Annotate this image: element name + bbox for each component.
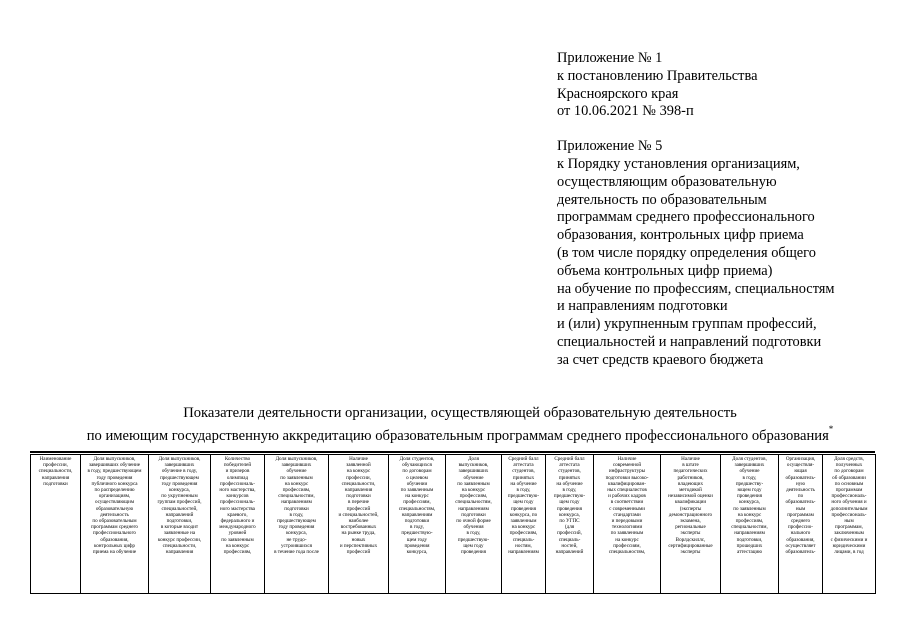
header-text-line: в штате (682, 462, 699, 469)
header-text-line: принятых (558, 474, 581, 481)
appendix-block (557, 50, 887, 370)
header-text-line: с современными (609, 505, 645, 512)
header-text-line: Количество (224, 456, 251, 462)
header-text-line: ностям, (515, 542, 532, 549)
table-header-cell (823, 455, 876, 594)
header-text-line: на конкурс (405, 493, 429, 500)
header-text-line: на конкурс (511, 524, 536, 531)
header-text-line: по договорам (402, 468, 432, 475)
header-text-line: в году, предшествующем (87, 468, 142, 475)
header-text-line: конкурса, (739, 499, 760, 506)
header-text-line: профессий (346, 505, 371, 512)
header-text-line: направлениям (281, 499, 312, 506)
header-text-line: обучении (406, 480, 428, 487)
header-text-line: завершивших обучение (88, 462, 140, 469)
header-text-line: щем году (513, 499, 534, 506)
header-text-line: федерального и (220, 518, 255, 525)
table-header-cell (81, 455, 149, 594)
header-text-line: профессии, (346, 474, 371, 481)
header-text-line: аттестацию (736, 549, 763, 556)
header-text-line: конкурс профессии, (157, 536, 202, 543)
header-text-line: специальностям, (731, 524, 768, 531)
appendix-line: специальностей и направлений подготовки (557, 333, 822, 350)
header-text-line: инфраструктуры (608, 468, 646, 475)
header-text-line: полученных (835, 462, 863, 469)
header-text-line: современной (612, 462, 642, 469)
header-text-line: на обучение (556, 480, 583, 487)
header-text-line: Наличие (681, 456, 700, 462)
header-text-line: профессиям, (735, 518, 764, 525)
header-text-line: наиболее (348, 518, 369, 525)
appendix-line: программам среднего профессионального (557, 209, 815, 226)
header-text-line: конкурса, (169, 487, 190, 494)
header-text-line: проведения (556, 505, 583, 512)
header-text-line: образования, (786, 536, 815, 543)
header-text-line: подготовки высоко- (605, 474, 649, 481)
appendix-line: и (или) укрупненным группам профессий, (557, 316, 817, 333)
table-header-cell (265, 455, 329, 594)
appendix-line: и направлениям подготовки (557, 298, 728, 315)
header-text-line: по заявленным (610, 530, 644, 537)
header-text-line: по договорам (834, 468, 864, 475)
header-text-line: обучение (286, 468, 307, 475)
header-text-line: прошедших (736, 542, 763, 549)
header-text-line: Доля студентов, (399, 456, 435, 462)
header-text-line: подготовки (346, 493, 371, 500)
header-text-line: владеющих (678, 480, 703, 487)
header-text-line: ным (795, 505, 806, 512)
header-text-line: студентов, (558, 468, 581, 475)
header-text-line: осуществляет (785, 542, 816, 549)
header-text-line: обучение (739, 468, 760, 475)
header-text-line: обучение (463, 474, 484, 481)
header-text-line: направлений (555, 549, 584, 556)
header-text-line: обучающихся (402, 462, 432, 469)
header-text-line: образовательную (95, 505, 134, 512)
header-text-line: Организация, (785, 456, 816, 462)
header-text-line: специальностям, (398, 505, 436, 512)
header-text-line: олимпиад (226, 474, 249, 481)
header-text-line: по очной форме (456, 518, 491, 525)
header-text-line: и передовыми (611, 518, 643, 525)
header-text-line: организациям, (98, 493, 131, 500)
header-text-line: завершивших (164, 462, 195, 469)
appendix-line: осуществляющим образовательную (557, 173, 777, 190)
header-text-line: заявленным (510, 518, 537, 525)
header-text-line: (для (564, 524, 575, 531)
table-header-cell (502, 455, 546, 594)
header-text-line: на конкурс (461, 487, 486, 494)
header-text-line: завершивших (281, 462, 312, 469)
header-text-line: эксперты (680, 530, 701, 537)
header-text-line: в году, (742, 474, 757, 481)
header-text-line: направлениям (508, 549, 539, 556)
header-text-line: сертифицированные (668, 542, 713, 549)
header-text-line: ного мастерства, (219, 487, 256, 494)
header-text-line: направлениям (734, 530, 765, 537)
header-text-line: Доля студентов, (732, 456, 767, 462)
header-text-line: в перечне (348, 499, 369, 506)
header-text-line: проведения (404, 542, 430, 549)
header-text-line: ющем году (737, 487, 762, 494)
header-text-line: по распределению (94, 487, 135, 494)
header-text-line: деятельность (100, 511, 129, 518)
header-text-line: (эксперты (679, 505, 702, 512)
header-text-line: Средний балл (508, 456, 539, 462)
appendix-5 (557, 138, 887, 369)
header-text-line: специальностям, (608, 549, 646, 556)
header-text-line: Средний балл (554, 456, 585, 462)
header-text-line: работников, (677, 474, 704, 481)
header-text-line: профессиям, (459, 493, 488, 500)
header-text-line: на конкурс (346, 468, 371, 475)
header-text-line: предшеству- (735, 480, 764, 487)
header-text-line: программам среднего (91, 524, 138, 531)
header-text-line: в году, (466, 530, 481, 537)
header-text-line: и рабочих кадров (608, 493, 646, 500)
header-text-line: по заявленным (221, 536, 254, 543)
header-text-line: контрольных цифр (94, 542, 135, 549)
header-text-line: предшествующем (277, 518, 316, 525)
header-text-line: конкурсов (226, 493, 249, 500)
header-text-line: в течение года после (274, 549, 319, 556)
header-text-line: профессио- (788, 524, 813, 531)
header-text-line: на рынке труда, (341, 530, 376, 537)
header-text-line: конкурса, (286, 530, 307, 537)
header-text-line: году проведения (161, 480, 198, 487)
header-text-line: стандартами (613, 511, 641, 518)
header-text-line: принятых (512, 474, 535, 481)
header-text-line: эксперты (680, 549, 701, 556)
header-text-line: в которые входит (160, 524, 199, 531)
header-text-line: подготовки, (736, 536, 763, 543)
header-text-line: профессий (346, 549, 371, 556)
header-text-line: ного обучения и (831, 499, 867, 506)
header-text-line: уровней (228, 530, 247, 537)
header-text-line: программам (787, 511, 814, 518)
header-text-line: ным (844, 518, 854, 525)
header-text-line: предшествую- (553, 493, 586, 500)
header-text-line: заявленной (346, 462, 371, 469)
table-header-cell (211, 455, 265, 594)
header-text-line: деятельность (786, 487, 815, 494)
header-text-line: направления (165, 549, 194, 556)
header-text-line: Доля выпускников, (158, 456, 201, 462)
table-header-cell (721, 455, 779, 594)
header-text-line: программам, (835, 524, 863, 531)
header-text-line: и призеров (225, 468, 250, 475)
header-text-line: году проведения (278, 524, 315, 531)
header-text-line: по образовательным (92, 518, 137, 525)
header-text-line: международного (219, 524, 256, 531)
header-text-line: образования, (100, 536, 129, 543)
header-text-line: по заявленным (457, 480, 490, 487)
header-text-line: на конкурс (284, 480, 309, 487)
header-text-line: профессиональ- (831, 493, 867, 500)
header-text-line: нального (790, 530, 811, 537)
header-text-line: предшествующем (160, 474, 199, 481)
header-text-line: завершивших (734, 462, 765, 469)
header-text-line: образователь- (785, 474, 816, 481)
header-text-line: подготовки (43, 480, 68, 487)
header-text-line: направлениям (401, 511, 433, 518)
header-text-line: обучения (463, 524, 484, 531)
header-text-line: по заявленным (280, 474, 313, 481)
header-text-line: подготовки (284, 505, 309, 512)
title-line-1: Показатели деятельности организации, осуществляющей образовательную деятельность (183, 405, 737, 421)
appendix-line: Приложение № 1 (557, 50, 663, 66)
header-text-line: Доля средств, (834, 456, 864, 462)
appendix-line: Приложение № 5 (557, 138, 663, 155)
table-header-cell (329, 455, 389, 594)
header-text-line: на конкурс (615, 536, 639, 543)
header-text-line: и перспективных (339, 542, 378, 549)
header-text-line: профессиям, (403, 499, 431, 506)
header-text-line: заключенным (834, 530, 864, 537)
header-text-line: образователь- (785, 549, 816, 556)
header-text-line: на обучение (510, 480, 537, 487)
header-text-line: дополнительным (830, 505, 868, 512)
header-text-line: устроившихся (281, 542, 312, 549)
header-text-line: направления (344, 487, 373, 494)
header-text-line: технологиями (611, 524, 643, 531)
header-text-line: квалифицирован- (608, 480, 646, 487)
header-text-line: ного мастерства (220, 505, 255, 512)
header-text-line: подготовки (404, 518, 430, 525)
header-text-line: Наименование (39, 456, 72, 462)
header-text-line: в году, (562, 487, 577, 494)
header-text-line: Доля выпускников, (93, 456, 136, 462)
document-title (40, 404, 880, 445)
appendix-line: объема контрольных цифр приема) (557, 262, 773, 279)
header-text-line: среднего (790, 518, 811, 525)
header-text-line: профессионального (93, 530, 136, 537)
header-text-line: профессиям, (613, 542, 641, 549)
header-text-line: в году, (410, 524, 424, 531)
header-text-line: Наличие (349, 456, 368, 462)
header-text-line: подготовки (461, 511, 486, 518)
header-text-line: профессиям, (282, 487, 311, 494)
header-text-line: ющая (794, 468, 807, 475)
header-text-line: проведения (510, 505, 537, 512)
header-text-line: в году, (516, 487, 531, 494)
header-text-line: региональные (675, 524, 706, 531)
header-text-line: Наличие (617, 456, 637, 462)
table-header-cell (661, 455, 721, 594)
header-text-line: специальности, (162, 542, 197, 549)
header-text-line: проведения (736, 493, 763, 500)
header-text-line: о целевом (406, 474, 428, 481)
header-text-line: по заявленным (733, 505, 766, 512)
appendix-line: к Порядку установления организациям, (557, 155, 800, 172)
table-header-cell (149, 455, 211, 594)
header-text-line: в году, (289, 511, 304, 518)
header-text-line: щем году (406, 536, 428, 543)
header-text-line: щем году (559, 499, 580, 506)
header-text-line: щем году (463, 542, 484, 549)
header-text-line: квалификации (674, 499, 707, 506)
header-text-line: профессиональ- (220, 480, 255, 487)
header-text-line: направления (41, 474, 70, 481)
header-text-line: предшествую- (401, 530, 433, 537)
header-text-line: специальностям, (278, 493, 315, 500)
header-text-line: аттестата (513, 462, 534, 469)
header-text-line: завершивших (458, 468, 489, 475)
header-text-line: Доля выпускников, (275, 456, 318, 462)
header-text-line: проведения (460, 549, 487, 556)
header-text-line: по (797, 493, 804, 500)
appendix-line: за счет средств краевого бюджета (557, 351, 764, 368)
header-text-line: подготовки, (166, 518, 193, 525)
table-header-cell (389, 455, 446, 594)
header-text-line: предшествую- (457, 536, 490, 543)
header-text-line: специальности, (38, 468, 73, 475)
table-top-rule (30, 451, 875, 453)
header-text-line: осуществляющим (94, 499, 135, 506)
header-text-line: образователь- (785, 499, 816, 506)
header-text-line: профессиям, (509, 530, 538, 537)
table-header-cell (779, 455, 823, 594)
appendix-line: от 10.06.2021 № 398-п (557, 103, 694, 120)
header-text-line: и специальностей, (338, 511, 379, 518)
header-text-line: лицами, в год (834, 549, 864, 556)
table-header-cell (546, 455, 594, 594)
title-line-2: по имеющим государственную аккредитацию образовательным программам среднего профессионального образования* (86, 424, 834, 444)
header-text-line: приема на обучение (92, 549, 137, 556)
header-text-line: специаль- (512, 536, 535, 543)
header-text-line: направлений (165, 511, 194, 518)
header-text-line: Доля (468, 456, 479, 462)
header-text-line: профессии, (43, 462, 68, 469)
header-text-line: году проведения (96, 474, 133, 481)
header-text-line: профессий, (557, 530, 582, 537)
header-text-line: конкурса, по (509, 511, 538, 518)
header-text-line: с физическими и (830, 536, 868, 543)
header-text-line: программам (835, 487, 863, 494)
appendix-1 (557, 50, 887, 121)
table-header-cell (31, 455, 81, 594)
header-text-line: направлениям (458, 505, 489, 512)
table-header-cell (594, 455, 661, 594)
header-text-line: не трудо- (286, 536, 307, 543)
header-text-line: об образовании (832, 474, 866, 481)
header-text-line: по укрупненным (161, 493, 198, 500)
header-text-line: независимой оценки (668, 493, 713, 500)
indicators-table (30, 454, 876, 594)
header-text-line: студентов, (512, 468, 535, 475)
header-text-line: группам профессий, (157, 499, 202, 506)
header-text-line: педагогических (673, 468, 708, 475)
header-text-line: в соответствии (610, 499, 644, 506)
footnote-mark: * (828, 424, 834, 434)
header-text-line: ную (795, 480, 806, 487)
header-text-line: Ворлдскиллс, (675, 536, 706, 543)
appendix-line: деятельность по образовательным (557, 191, 767, 208)
header-text-line: новых (351, 536, 366, 543)
appendix-line: к постановлению Правительства (557, 67, 758, 84)
header-text-line: юридическими (832, 542, 866, 549)
header-text-line: краевого, (227, 511, 248, 518)
appendix-line: образования, контрольных цифр приема (557, 227, 804, 244)
table-header-cell (446, 455, 502, 594)
header-text-line: обучение в году, (161, 468, 198, 475)
header-text-line: предшествую- (507, 493, 540, 500)
header-text-line: по заявленным (400, 487, 434, 494)
header-text-line: экзамена, (680, 518, 701, 525)
header-text-line: востребованных (340, 524, 377, 531)
header-text-line: выпускников, (458, 462, 489, 469)
header-text-line: профессиональ- (831, 511, 867, 518)
header-text-line: победителей (223, 462, 252, 469)
header-text-line: профессиям, (223, 549, 252, 556)
header-text-line: по основным (834, 480, 864, 487)
header-text-line: осуществля- (786, 462, 815, 469)
appendix-line: (в том числе порядку определения общего (557, 244, 816, 261)
header-text-line: демонстрационного (668, 511, 713, 518)
table-header-row (31, 455, 876, 594)
header-text-line: по УГПС (559, 518, 580, 525)
header-text-line: методикой (679, 487, 702, 494)
header-text-line: специальности, (341, 480, 376, 487)
header-text-line: ных специалистов (607, 487, 647, 494)
header-text-line: ностей, (561, 542, 578, 549)
header-text-line: аттестата (559, 462, 580, 469)
header-text-line: специаль- (558, 536, 581, 543)
header-text-line: публичного конкурса (91, 480, 138, 487)
header-text-line: на конкурс (225, 542, 250, 549)
header-text-line: специальностей, (161, 505, 198, 512)
header-text-line: на конкурс (737, 511, 762, 518)
header-text-line: конкурса, (406, 549, 428, 556)
header-text-line: профессиональ- (220, 499, 255, 506)
header-text-line: конкурса, (559, 511, 580, 518)
appendix-line: Красноярского края (557, 85, 679, 102)
appendix-line: на обучение по профессиям, специальностям (557, 280, 835, 297)
header-text-line: специальностям, (455, 499, 492, 506)
header-text-line: заявленные на (163, 530, 196, 537)
